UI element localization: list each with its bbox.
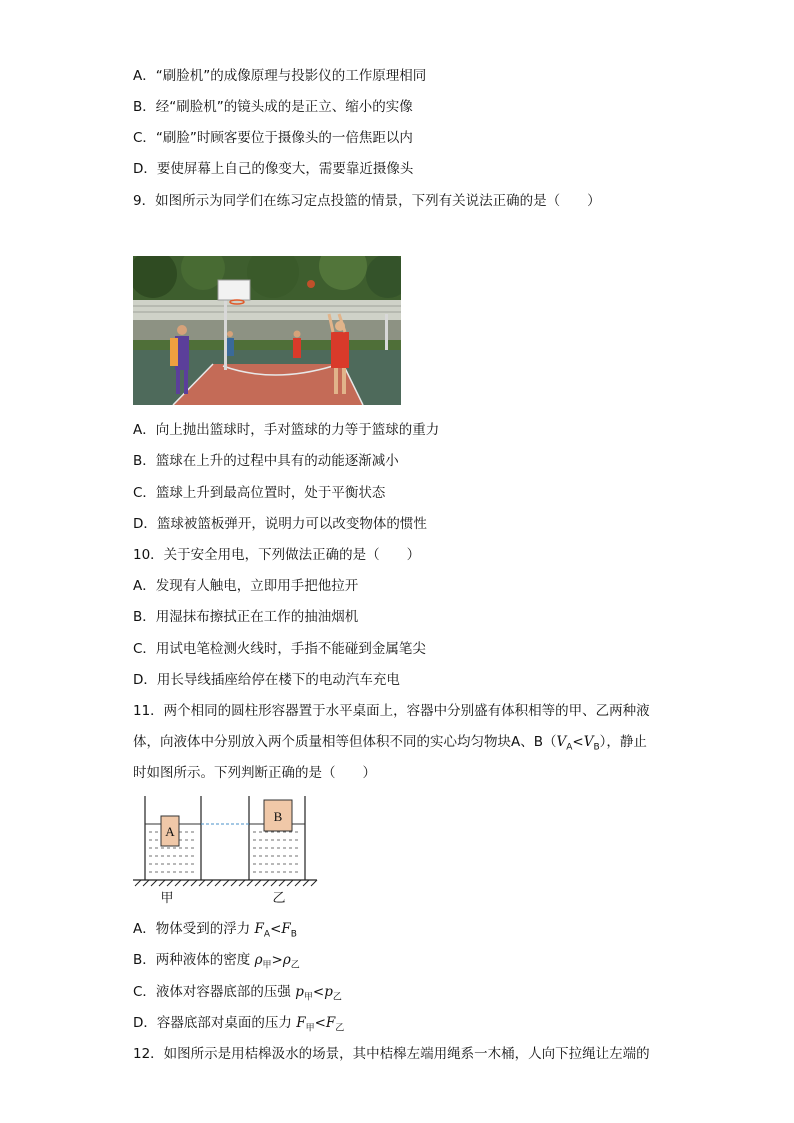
q11-stem-line1: 11．两个相同的圆柱形容器置于水平桌面上，容器中分别盛有体积相等的甲、乙两种液 bbox=[133, 703, 650, 719]
q10-option-a: A．发现有人触电，立即用手把他拉开 bbox=[133, 578, 359, 594]
q9-option-a: A．向上抛出篮球时，手对篮球的力等于篮球的重力 bbox=[133, 422, 440, 438]
q8-option-c: C．“刷脸”时顾客要位于摄像头的一倍焦距以内 bbox=[133, 130, 413, 146]
q12-stem: 12．如图所示是用桔槔汲水的场景，其中桔槔左端用绳系一木桶，人向下拉绳让左端的 bbox=[133, 1046, 650, 1062]
q11-figure bbox=[133, 796, 323, 912]
q11-option-d: D．容器底部对桌面的压力 $F_甲<F_乙$ bbox=[133, 1015, 345, 1034]
q8-option-b: B．经“刷脸机”的镜头成的是正立、缩小的实像 bbox=[133, 99, 413, 115]
block-b-label: B bbox=[273, 809, 283, 824]
basketball-scene-illustration bbox=[133, 256, 401, 405]
q8-option-a: A．“刷脸机”的成像原理与投影仪的工作原理相同 bbox=[133, 68, 427, 84]
block-a-label: A bbox=[165, 824, 175, 839]
q8-option-d: D．要使屏幕上自己的像变大，需要靠近摄像头 bbox=[133, 161, 414, 177]
q11-stem-line3: 时如图所示。下列判断正确的是（ ） bbox=[133, 765, 376, 781]
q9-stem: 9．如图所示为同学们在练习定点投篮的情景，下列有关说法正确的是（ ） bbox=[133, 193, 601, 209]
q9-option-d: D．篮球被篮板弹开，说明力可以改变物体的惯性 bbox=[133, 516, 427, 532]
container-yi-label: 乙 bbox=[272, 891, 286, 906]
q9-option-b: B．篮球在上升的过程中具有的动能逐渐减小 bbox=[133, 453, 399, 469]
q10-option-d: D．用长导线插座给停在楼下的电动汽车充电 bbox=[133, 672, 400, 688]
q11-option-c: C．液体对容器底部的压强 $p_甲<p_乙$ bbox=[133, 984, 342, 1003]
basketball-photo bbox=[133, 256, 401, 405]
container-jia-label: 甲 bbox=[160, 891, 174, 906]
q11-containers-diagram bbox=[133, 796, 323, 908]
q11-option-b: B．两种液体的密度 $\rho_甲>\rho_乙$ bbox=[133, 952, 300, 971]
q9-option-c: C．篮球上升到最高位置时，处于平衡状态 bbox=[133, 485, 386, 501]
q11-stem-line2: 体，向液体中分别放入两个质量相等但体积不同的实心均匀物块A、$B(V_A<V_B)$，静止 bbox=[133, 734, 647, 753]
q10-option-b: B．用湿抹布擦拭正在工作的抽油烟机 bbox=[133, 609, 359, 625]
q10-stem: 10．关于安全用电，下列做法正确的是（ ） bbox=[133, 547, 421, 563]
q11-option-a: A．物体受到的浮力 $F_A<F_B$ bbox=[133, 921, 297, 940]
q10-option-c: C．用试电笔检测火线时，手指不能碰到金属笔尖 bbox=[133, 641, 426, 657]
